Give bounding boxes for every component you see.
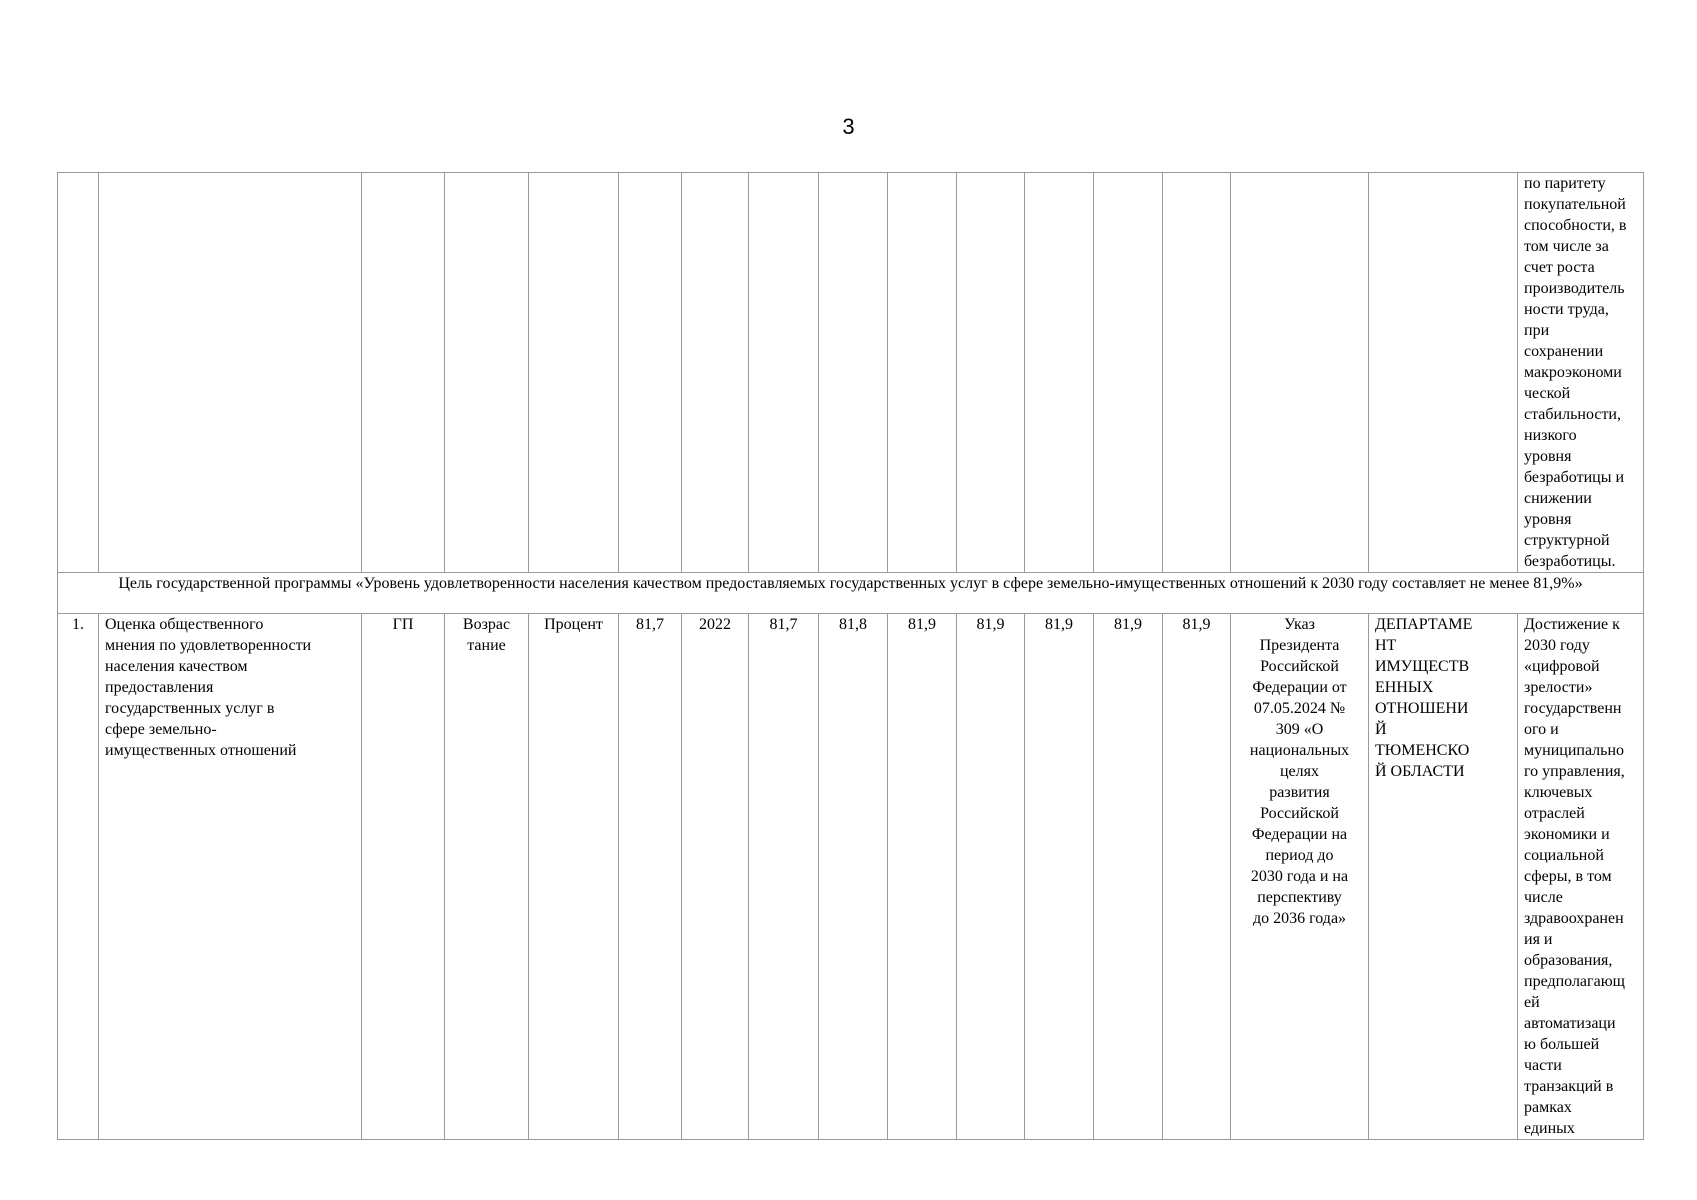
continuation-link-text: по паритету покупательной способности, в том числе за счет роста производитель ности труда, при сохранении макроэкономи ческой стабильности, низкого уровня безработицы и снижении уровня структурной безработицы. xyxy=(1518,173,1644,573)
indicator-unit: Процент xyxy=(529,614,619,1140)
goal-row xyxy=(58,573,1644,614)
table-cell xyxy=(1094,173,1163,573)
table-cell xyxy=(888,173,957,573)
table-cell xyxy=(682,173,749,573)
indicator-name: Оценка общественного мнения по удовлетворенности населения качеством предоставления государственных услуг в сфере земельно- имущественных отношений xyxy=(99,614,362,1140)
year-value: 81,9 xyxy=(1163,614,1231,1140)
basis-document: Указ Президента Российской Федерации от 07.05.2024 № 309 «О национальных целях развития Российской Федерации на период до 2030 года и на перспективу до 2036 года» xyxy=(1231,614,1369,1140)
year-value: 81,9 xyxy=(1094,614,1163,1140)
indicator-row xyxy=(58,614,1644,1140)
table-cell xyxy=(957,173,1025,573)
page-number: 3 xyxy=(842,114,855,139)
year-value: 81,7 xyxy=(749,614,819,1140)
table-cell xyxy=(1231,173,1369,573)
table-cell xyxy=(619,173,682,573)
table-cell xyxy=(362,173,445,573)
responsible-body: ДЕПАРТАМЕ НТ ИМУЩЕСТВ ЕННЫХ ОТНОШЕНИ Й ТЮМЕНСКО Й ОБЛАСТИ xyxy=(1369,614,1518,1140)
year-value: 81,8 xyxy=(819,614,888,1140)
table-cell xyxy=(58,173,99,573)
table-cell xyxy=(819,173,888,573)
table-cell xyxy=(1369,173,1518,573)
year-value: 81,9 xyxy=(957,614,1025,1140)
indicator-number: 1. xyxy=(58,614,99,1140)
continuation-row xyxy=(58,173,1644,573)
indicators-table xyxy=(57,172,1644,1140)
table-cell xyxy=(445,173,529,573)
table-cell xyxy=(99,173,362,573)
year-value: 81,9 xyxy=(888,614,957,1140)
table-cell xyxy=(529,173,619,573)
base-value: 81,7 xyxy=(619,614,682,1140)
table-cell xyxy=(1163,173,1231,573)
base-year: 2022 xyxy=(682,614,749,1140)
indicator-level: ГП xyxy=(362,614,445,1140)
program-goal: Цель государственной программы «Уровень удовлетворенности населения качеством предоставляемых государственных услуг в сфере земельно-имущественных отношений к 2030 году составляет не менее 81,9%» xyxy=(58,573,1644,614)
table-cell xyxy=(1025,173,1094,573)
year-value: 81,9 xyxy=(1025,614,1094,1140)
national-goal-link: Достижение к 2030 году «цифровой зрелости» государственн ого и муниципально го управления, ключевых отраслей экономики и социальной сферы, в том числе здравоохранен ия и образования, предполагающ ей автоматизаци ю большей части транзакций в рамках единых xyxy=(1518,614,1644,1140)
table-cell xyxy=(749,173,819,573)
indicator-trend: Возрас тание xyxy=(445,614,529,1140)
